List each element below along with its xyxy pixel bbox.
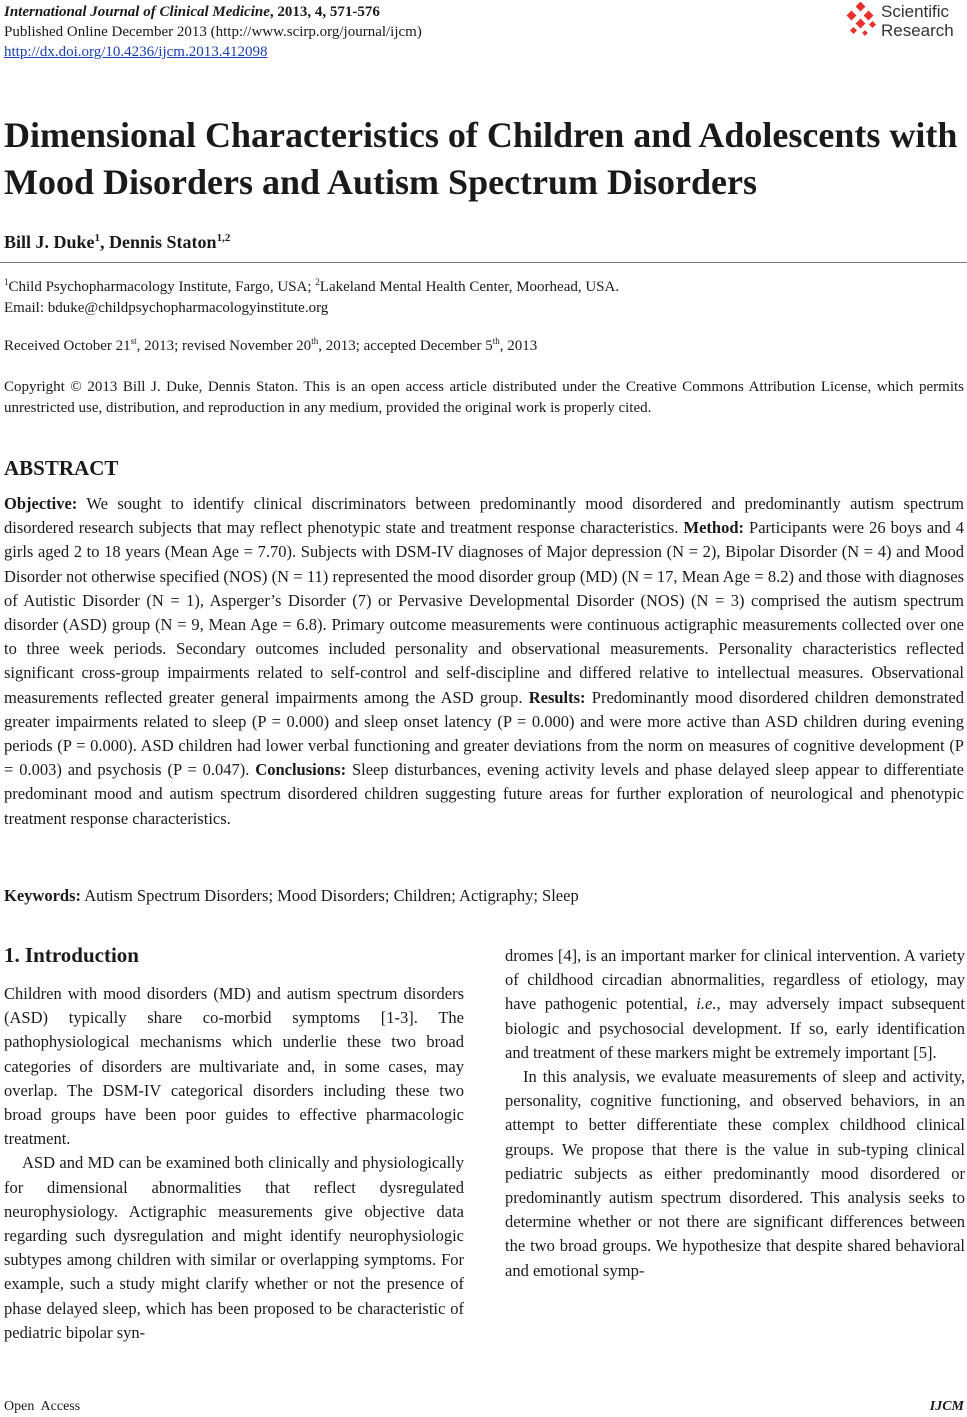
journal-header [4, 2, 422, 62]
intro-paragraph-1: Children with mood disorders (MD) and autism spectrum disorders (ASD) typically share co-morbid symptoms [1-3]. The pathophysiological mechanisms which underlie these two broad categories of disorders are multivariate and, in some cases, may overlap. The DSM-IV categorical disorders including these two broad groups have been poor guides to effective pharmacologic treatment. [4, 984, 464, 1149]
column-right [505, 944, 965, 1283]
results-text: Predominantly mood disordered children demonstrated greater impairments related to sleep (P = 0.000) and sleep onset latency (P = 0.000) and were more active than ASD children during evening periods (P = 0.000). ASD children had lower verbal functioning and greater deviations from the norm on measures of cognitive development (P = 0.003) and psychosis (P = 0.047). [4, 687, 964, 780]
method-text: Participants were 26 boys and 4 girls aged 2 to 18 years (Mean Age = 7.70). Subjects with DSM-IV diagnoses of Major depression (N = 2), Bipolar Disorder (N = 4) and Mood Disorder not otherwise specified (NOS) (N = 11) represented the mood disorder group (MD) (N = 17, Mean Age = 8.2) and those with diagnoses of Autistic Disorder (N = 1), Asperger’s Disorder (7) or Pervasive Developmental Disorder (NOS) (N = 3) comprised the autism spectrum disorder (ASD) group (N = 9, Mean Age = 6.8). Primary outcome measurements were continuous actigraphic measurements collected over one to three week periods. Secondary outcomes included personality and observational measurements. Personality characteristics reflected significant cross-group impairments related to self-control and self-discipline and differed relative to intellectual measures. Observational measurements reflected greater general impairments among the ASD group. [4, 518, 964, 707]
logo-text [881, 2, 954, 40]
conclusions-text: Sleep disturbances, evening activity levels and phase delayed sleep appear to differentiate predominant mood and autism spectrum disordered children suggesting future areas for further exploration of neurological and phenotypic treatment response characteristics. [4, 760, 964, 828]
affiliation-2: Lakeland Mental Health Center, Moorhead, USA. [319, 279, 620, 295]
logo-mark-icon [843, 2, 879, 40]
logo-line-1: Scientific [881, 2, 950, 21]
footer-open-access: Open Access [4, 1399, 81, 1414]
logo-line-2: Research [881, 21, 954, 40]
abstract-heading: ABSTRACT [4, 456, 119, 480]
author-list: Bill J. Duke$^1$, Dennis Staton$^{1,2}$ [4, 232, 231, 252]
intro-paragraph-4: In this analysis, we evaluate measurements of sleep and activity, personality, cognitive functioning, and observed behaviors, in an attempt to better differentiate these complex childhood clinical groups. We propose that there is the value in sub-typing clinical pediatric subjects as either predominantly mood disordered or predominantly autism spectrum disordered. This analysis seeks to determine whether or not there are significant differences between the two broad groups. We hypothesize that despite shared behavioral and emotional symp- [505, 1067, 965, 1280]
journal-citation [4, 2, 422, 22]
author-2: Dennis Staton [109, 232, 217, 252]
keywords-text: Autism Spectrum Disorders; Mood Disorders; Children; Actigraphy; Sleep [81, 886, 579, 905]
objective-text: We sought to identify clinical discriminators between predominantly mood disordered and predominantly autism spectrum disordered research subjects that may reflect phenotypic state and treatment response characteristics. [4, 494, 964, 538]
column-left [4, 982, 464, 1345]
header-divider [0, 262, 967, 263]
contact-email: Email: bduke@childpsychopharmacologyinstitute.org [4, 300, 329, 316]
affiliation-1: Child Psychopharmacology Institute, Fargo, USA; [8, 279, 316, 295]
conclusions-label: Conclusions: [255, 760, 347, 780]
intro-paragraph-2: ASD and MD can be examined both clinically and physiologically for dimensional abnormalities that reflect dysregulated neurophysiology. Actigraphic measurements give objective data regarding such dysregulation and might identify neurophysiologic subtypes among children with similar or overlapping symptoms. For example, such a study might clarify whether or not the presence of phase delayed sleep, which has been proposed to be characteristic of pediatric bipolar syn- [4, 1153, 464, 1342]
paper-title: Dimensional Characteristics of Children and Adolescents with Mood Disorders and Autism Spectrum Disorders [4, 115, 958, 202]
author-1: Bill J. Duke [4, 232, 95, 252]
received-dates: Received October 21st, 2013; revised November 20th, 2013; accepted December 5th, 2013 [4, 336, 538, 354]
footer-journal-abbr: IJCM [929, 1399, 964, 1414]
page-footer [4, 1399, 964, 1415]
author-2-affil: 1,2 [216, 232, 231, 244]
published-line: Published Online December 2013 (http://www.scirp.org/journal/ijcm) [4, 24, 422, 40]
journal-name: International Journal of Clinical Medicine [4, 4, 270, 20]
results-label: Results: [528, 687, 586, 707]
copyright-notice: Copyright © 2013 Bill J. Duke, Dennis Staton. This is an open access article distributed under the Creative Commons Attribution License, which permits unrestricted use, distribution, and reproduction in any medium, provided the original work is properly cited. [4, 379, 964, 416]
section-heading-introduction: 1. Introduction [4, 943, 139, 967]
keywords-label: Keywords: [4, 886, 81, 905]
keywords [4, 886, 579, 906]
intro-paragraph-3: dromes [4], is an important marker for clinical intervention. A variety of childhood circadian abnormalities, regardless of etiology, may have pathogenic potential, i.e., may adversely impact subsequent biologic and psychosocial development. If so, early identification and treatment of these markers might be extremely important [5]. [505, 946, 965, 1062]
author-1-affil: 1 [94, 232, 101, 244]
objective-label: Objective: [4, 494, 78, 513]
doi-link[interactable]: http://dx.doi.org/10.4236/ijcm.2013.412098 [4, 44, 268, 60]
publisher-logo [843, 2, 965, 42]
abstract-body [4, 492, 964, 831]
affiliations: $^1$Child Psychopharmacology Institute, Fargo, USA; $^2$Lakeland Mental Health Center, Moorhead, USA. Email: bduke@childpsychopharmacologyinstitute.org [4, 272, 619, 319]
method-label: Method: [683, 518, 744, 538]
journal-info: , 2013, 4, 571-576 [269, 4, 380, 20]
